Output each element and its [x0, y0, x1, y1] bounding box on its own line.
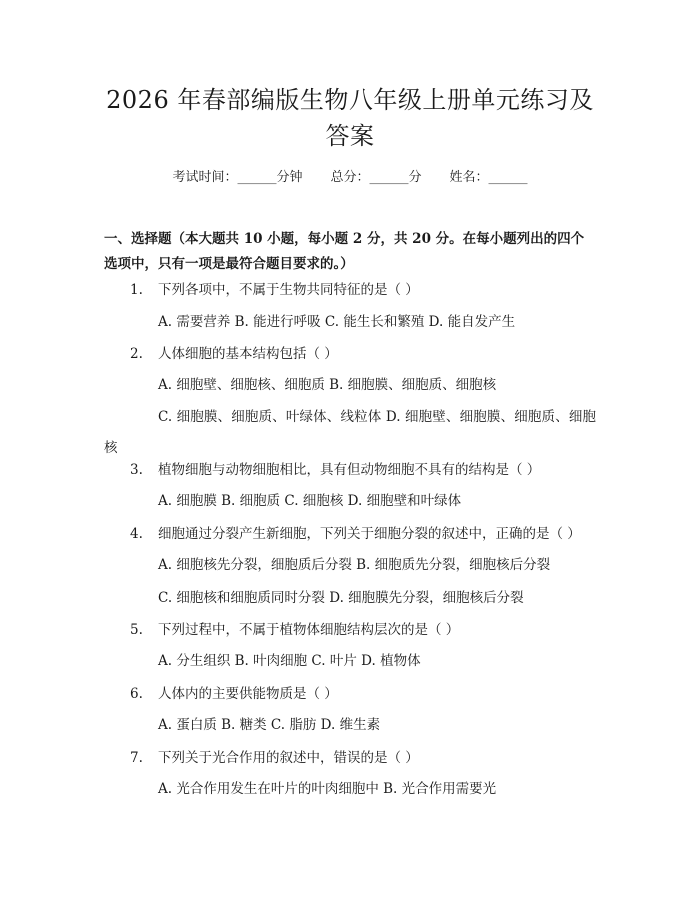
question-4-options-ab: A. 细胞核先分裂，细胞质后分裂 B. 细胞质先分裂，细胞核后分裂 — [158, 557, 551, 573]
section-title: 一、选择题（本大题共 10 小题，每小题 2 分，共 20 分。在每小题列出的四个选项中，只有一项是最符合题目要求的。） — [104, 231, 585, 272]
question-number: 1. — [130, 282, 143, 298]
question-4 — [130, 524, 600, 544]
question-number: 5. — [130, 622, 143, 638]
score-label: 总分： — [330, 170, 370, 185]
score-unit: 分 — [408, 170, 422, 185]
question-number: 7. — [130, 750, 143, 766]
question-5 — [130, 620, 600, 640]
name-blank: ______ — [488, 170, 528, 185]
question-5-options: A. 分生组织 B. 叶肉细胞 C. 叶片 D. 植物体 — [158, 653, 421, 669]
exam-info-line — [0, 168, 700, 188]
question-6-options: A. 蛋白质 B. 糖类 C. 脂肪 D. 维生素 — [158, 717, 381, 733]
time-blank: ______ — [237, 170, 277, 185]
question-2 — [130, 344, 600, 364]
question-2-options-cd: C. 细胞膜、细胞质、叶绿体、线粒体 D. 细胞壁、细胞膜、细胞质、细胞核 — [104, 409, 596, 456]
question-3 — [130, 460, 600, 480]
question-number: 4. — [130, 526, 143, 542]
question-stem: 下列过程中，不属于植物体细胞结构层次的是（ ） — [158, 622, 460, 638]
question-7-options: A. 光合作用发生在叶片的叶肉细胞中 B. 光合作用需要光 — [158, 781, 497, 797]
question-stem: 人体细胞的基本结构包括（ ） — [158, 346, 338, 362]
question-number: 6. — [130, 686, 143, 702]
question-stem: 下列各项中，不属于生物共同特征的是（ ） — [158, 282, 419, 298]
score-blank: ______ — [369, 170, 409, 185]
question-6 — [130, 684, 600, 704]
question-3-options: A. 细胞膜 B. 细胞质 C. 细胞核 D. 细胞壁和叶绿体 — [158, 493, 462, 509]
question-stem: 细胞通过分裂产生新细胞，下列关于细胞分裂的叙述中，正确的是（ ） — [158, 526, 581, 542]
document-title: 2026 年春部编版生物八年级上册单元练习及答案 — [106, 86, 594, 150]
question-2-options-ab: A. 细胞壁、细胞核、细胞质 B. 细胞膜、细胞质、细胞核 — [158, 377, 497, 393]
question-1-options: A. 需要营养 B. 能进行呼吸 C. 能生长和繁殖 D. 能自发产生 — [158, 314, 516, 330]
name-label: 姓名： — [449, 170, 489, 185]
time-unit: 分钟 — [276, 170, 303, 185]
question-stem: 人体内的主要供能物质是（ ） — [158, 686, 338, 702]
time-label: 考试时间： — [172, 170, 238, 185]
question-number: 2. — [130, 346, 143, 362]
question-4-options-cd: C. 细胞核和细胞质同时分裂 D. 细胞膜先分裂，细胞核后分裂 — [158, 590, 524, 606]
question-number: 3. — [130, 462, 143, 478]
question-stem: 植物细胞与动物细胞相比，具有但动物细胞不具有的结构是（ ） — [158, 462, 541, 478]
question-stem: 下列关于光合作用的叙述中，错误的是（ ） — [158, 750, 419, 766]
question-1 — [130, 280, 600, 300]
question-7 — [130, 748, 600, 768]
